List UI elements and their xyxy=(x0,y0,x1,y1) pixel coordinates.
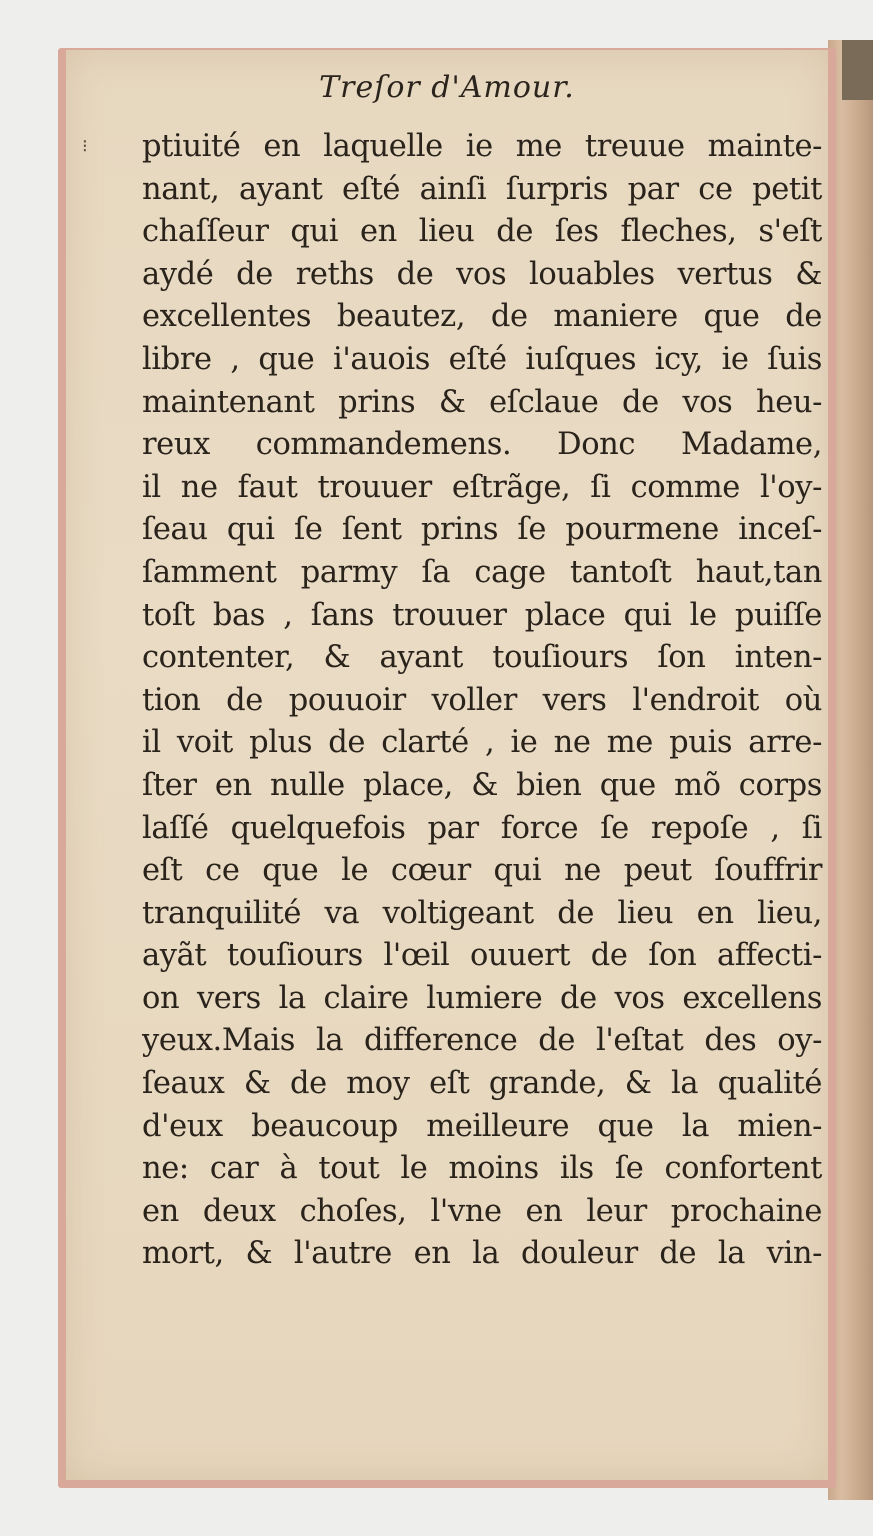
text-line: laſſé quelquefois par force ſe repoſe , ſi xyxy=(142,810,822,846)
text-line: ſter en nulle place, & bien que mõ corps xyxy=(142,767,822,803)
text-line: ſeaux & de moy eſt grande, & la qualité xyxy=(142,1066,822,1102)
text-line: yeux.Mais la difference de l'eſtat des oy- xyxy=(142,1023,822,1059)
text-line: nant, ayant eſté ainſi ſurpris par ce petit xyxy=(142,171,822,207)
text-line: excellentes beautez, de maniere que de xyxy=(142,299,822,335)
body-text xyxy=(142,126,822,1276)
text-line: ayãt touſiours l'œil ouuert de ſon affecti- xyxy=(142,938,822,974)
text-line: il ne faut trouuer eſtrãge, ſi comme l'oy- xyxy=(142,469,822,505)
text-line: il voit plus de clarté , ie ne me puis arre- xyxy=(142,725,822,761)
text-line: reux commandemens. Donc Madame, xyxy=(142,427,822,463)
text-line: ptiuité en laquelle ie me treuue mainte- xyxy=(142,129,822,164)
running-head: Treſor d'Amour. xyxy=(319,70,575,105)
book-page xyxy=(66,50,828,1480)
text-line: tion de pouuoir voller vers l'endroit où xyxy=(142,682,822,718)
text-line: toſt bas , ſans trouuer place qui le puiſſe xyxy=(142,597,822,633)
text-line: aydé de reths de vos louables vertus & xyxy=(142,256,822,292)
text-line: tranquilité va voltigeant de lieu en lieu, xyxy=(142,895,822,931)
text-line: en deux choſes, l'vne en leur prochaine xyxy=(142,1193,822,1229)
text-line: chaſſeur qui en lieu de ſes fleches, s'eſt xyxy=(142,214,822,250)
text-line: ſeau qui ſe ſent prins ſe pourmene inceſ- xyxy=(142,512,822,548)
text-line: contenter, & ayant touſiours ſon inten- xyxy=(142,640,822,676)
text-line: ſamment parmy ſa cage tantoſt haut,tan xyxy=(142,554,822,590)
margin-mark: ⁝ xyxy=(82,136,88,157)
text-line: on vers la claire lumiere de vos excellens xyxy=(142,980,822,1016)
text-line: ne: car à tout le moins ils ſe confortent xyxy=(142,1151,822,1187)
text-line: maintenant prins & eſclaue de vos heu- xyxy=(142,384,822,420)
text-line: libre , que i'auois eſté iuſques icy, ie ſuis xyxy=(142,341,822,377)
text-line: mort, & l'autre en la douleur de la vin- xyxy=(142,1236,822,1272)
adjacent-book-top xyxy=(842,40,873,100)
text-line: d'eux beaucoup meilleure que la mien- xyxy=(142,1108,822,1144)
text-line: eſt ce que le cœur qui ne peut ſouffrir xyxy=(142,853,822,889)
